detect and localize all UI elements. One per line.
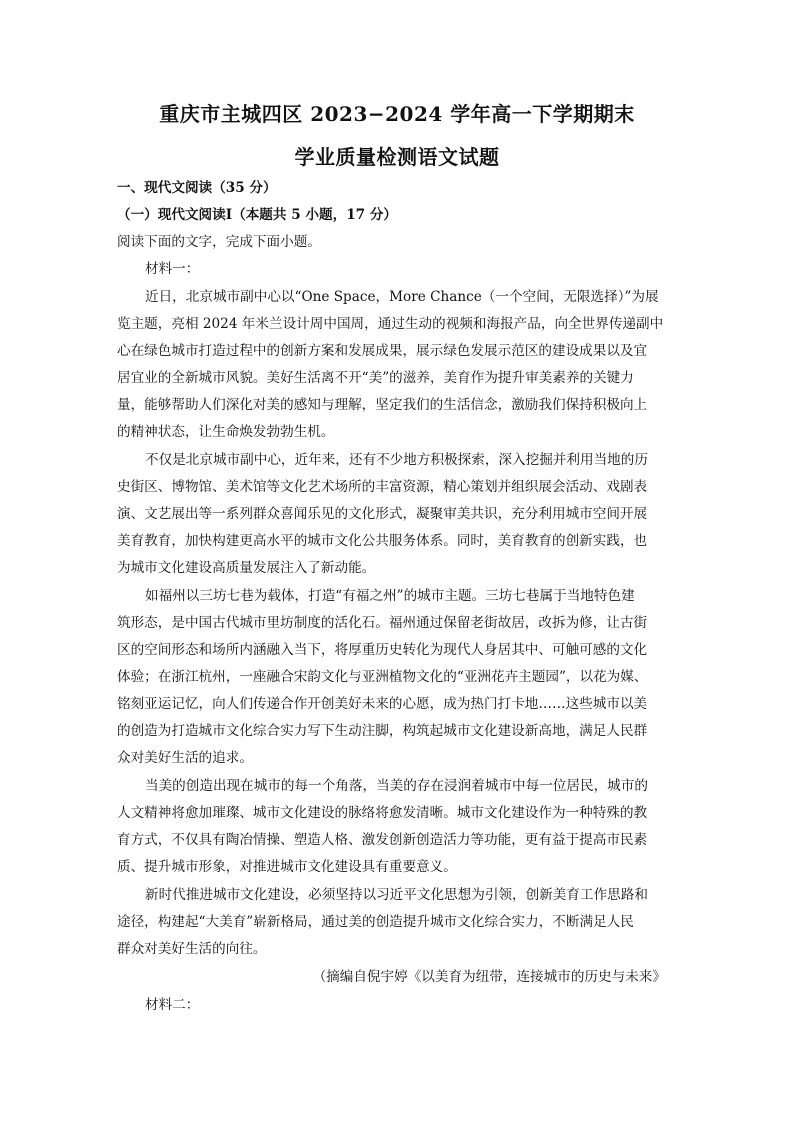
paragraph-line: 览主题，亮相 2024 年米兰设计周中国周，通过生动的视频和海报产品，向全世界传递副中	[117, 316, 664, 332]
subsection-heading: （一）现代文阅读Ⅰ（本题共 5 小题，17 分）	[117, 207, 398, 223]
paragraph-line: 区的空间形态和场所内涵融入当下，将厚重历史转化为现代人身居其中、可触可感的文化	[117, 642, 648, 658]
instruction-text: 阅读下面的文字，完成下面小题。	[117, 234, 321, 250]
paragraph-line: 铭刻亚运记忆，向人们传递合作开创美好未来的心愿，成为热门打卡地……这些城市以美	[117, 696, 648, 712]
paragraph-line: 如福州以三坊七巷为载体，打造“有福之州”的城市主题。三坊七巷属于当地特色建	[145, 588, 635, 604]
paragraph-line: 为城市文化建设高质量发展注入了新动能。	[117, 560, 376, 576]
document-title-line2: 学业质量检测语文试题	[294, 145, 500, 169]
paragraph-line: 体验；在浙江杭州，一座融合宋韵文化与亚洲植物文化的“亚洲花卉主题园”，以花为媒、	[117, 669, 648, 685]
material1-label: 材料一：	[145, 261, 200, 277]
paragraph-line: 新时代推进城市文化建设，必须坚持以习近平文化思想为引领，创新美育工作思路和	[145, 887, 648, 903]
paragraph-line: 众对美好生活的追求。	[117, 750, 253, 766]
paragraph-line: 演、文艺展出等一系列群众喜闻乐见的文化形式，凝聚审美共识，充分利用城市空间开展	[117, 506, 648, 522]
paragraph-line: 的精神状态，让生命焕发勃勃生机。	[117, 424, 335, 440]
paragraph-line: 近日，北京城市副中心以“One Space，More Chance（一个空间，无限选择）”为展	[145, 289, 659, 305]
paragraph-line: 美育教育，加快构建更高水平的城市文化公共服务体系。同时，美育教育的创新实践，也	[117, 533, 648, 549]
paragraph-line: 心在绿色城市打造过程中的创新方案和发展成果，展示绿色发展示范区的建设成果以及宜	[117, 343, 648, 359]
paragraph-line: 居宜业的全新城市风貌。美好生活离不开“美”的滋养，美育作为提升审美素养的关键力	[117, 370, 634, 386]
paragraph-line: 筑形态，是中国古代城市里坊制度的活化石。福州通过保留老街故居，改拆为修，让古街	[117, 615, 648, 631]
material2-label: 材料二：	[145, 997, 200, 1013]
paragraph-line: 途径，构建起“大美育”崭新格局，通过美的创造提升城市文化综合实力，不断满足人民	[117, 914, 634, 930]
paragraph-line: 育方式，不仅具有陶冶情操、塑造人格、激发创新创造活力等功能，更有益于提高市民素	[117, 832, 648, 848]
document-title-line1: 重庆市主城四区 2023−2024 学年高一下学期期末	[159, 102, 635, 126]
paragraph-line: 量，能够帮助人们深化对美的感知与理解，坚定我们的生活信念，激励我们保持积极向上	[117, 397, 648, 413]
paragraph-line: 当美的创造出现在城市的每一个角落，当美的存在浸润着城市中每一位居民，城市的	[145, 778, 648, 794]
section-heading: 一、现代文阅读（35 分）	[117, 180, 277, 196]
paragraph-line: 质、提升城市形象，对推进城市文化建设具有重要意义。	[117, 859, 457, 875]
paragraph-line: 史街区、博物馆、美术馆等文化艺术场所的丰富资源，精心策划并组织展会活动、戏剧表	[117, 479, 648, 495]
source-citation: （摘编自倪宇婷《以美育为纽带，连接城市的历史与未来》	[312, 969, 666, 985]
paragraph-line: 群众对美好生活的向往。	[117, 941, 267, 957]
paragraph-line: 不仅是北京城市副中心，近年来，还有不少地方积极探索，深入挖掘并利用当地的历	[145, 452, 648, 468]
paragraph-line: 人文精神将愈加璀璨、城市文化建设的脉络将愈发清晰。城市文化建设作为一种特殊的教	[117, 805, 648, 821]
paragraph-line: 的创造为打造城市文化综合实力写下生动注脚，构筑起城市文化建设新高地，满足人民群	[117, 723, 648, 739]
